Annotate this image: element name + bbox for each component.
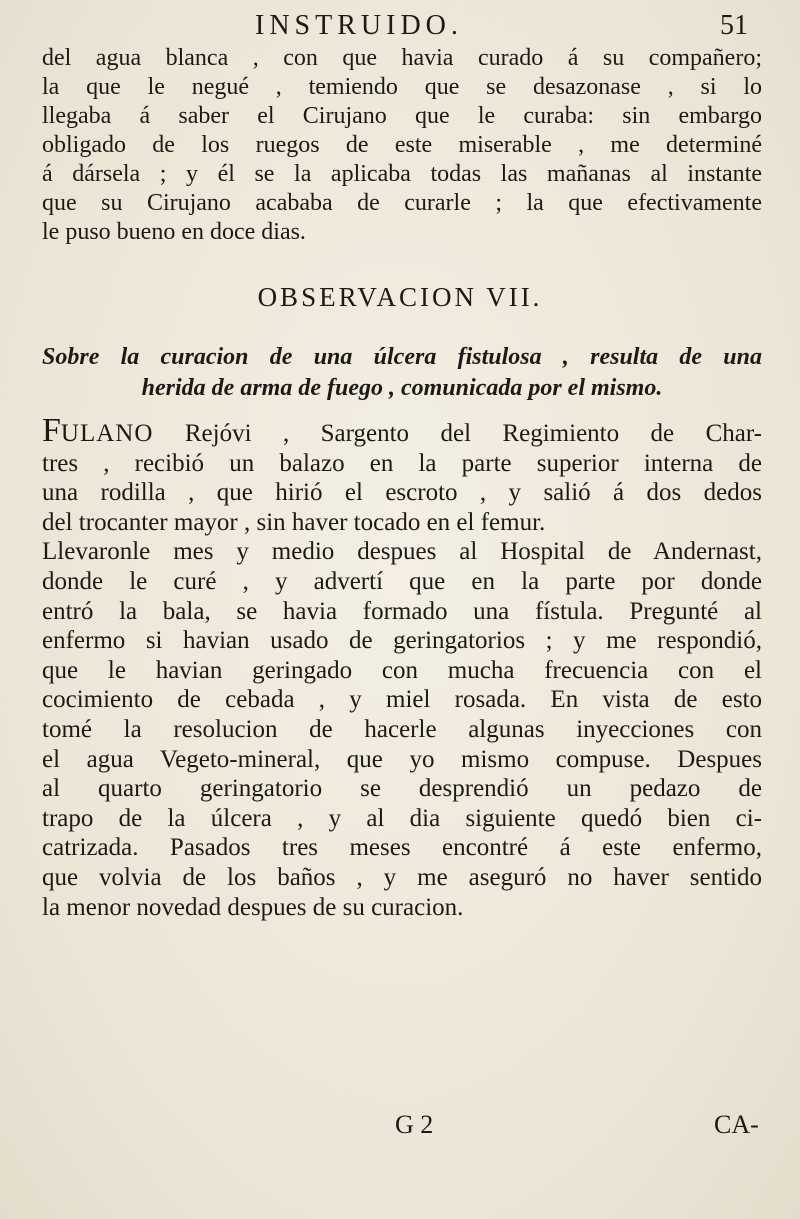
text-line: tomé la resolucion de hacerle algunas inyecciones con	[42, 715, 762, 743]
text-line: llegaba á saber el Cirujano que le curaba: sin embargo	[42, 103, 762, 129]
text-line: una rodilla , que hirió el escroto , y salió á dos dedos	[42, 479, 762, 507]
intro-paragraph	[42, 44, 762, 247]
first-word-rest: ULANO	[60, 420, 154, 447]
first-line-rest: Rejóvi , Sargento del Regimiento de Char-	[153, 420, 762, 447]
running-title: INSTRUIDO.	[255, 10, 463, 41]
text-line: enfermo si havian usado de geringatorios ; y me respondió,	[42, 627, 762, 655]
text-line: el agua Vegeto-mineral, que yo mismo compuse. Despues	[42, 745, 762, 773]
text-line: entró la bala, se havia formado una fístula. Pregunté al	[42, 597, 762, 625]
subtitle-line: Sobre la curacion de una úlcera fistulosa , resulta de una	[42, 344, 762, 370]
text-line: al quarto geringatorio se desprendió un pedazo de	[42, 775, 762, 803]
text-line: del trocanter mayor , sin haver tocado en el femur.	[42, 508, 546, 536]
text-line: á dársela ; y él se la aplicaba todas las mañanas al instante	[42, 161, 762, 187]
text-line: Llevaronle mes y medio despues al Hospital de Andernast,	[42, 538, 762, 566]
text-line: que le havian geringado con mucha frecuencia con el	[42, 656, 762, 684]
page-footer	[0, 1110, 800, 1150]
text-line: del agua blanca , con que havia curado á su compañero;	[42, 45, 762, 71]
text-line: la que le negué , temiendo que se desazonase , si lo	[42, 74, 762, 100]
text-line: obligado de los ruegos de este miserable , me determiné	[42, 132, 762, 158]
text-line: que su Cirujano acababa de curarle ; la que efectivamente	[42, 190, 762, 216]
page-number: 51	[720, 10, 748, 41]
initial-letter: F	[42, 412, 61, 449]
first-line	[42, 412, 762, 449]
text-line: trapo de la úlcera , y al dia siguiente quedó bien ci-	[42, 804, 762, 832]
catchword: CA-	[714, 1110, 759, 1139]
text-line: donde le curé , y advertí que en la parte por donde	[42, 567, 762, 595]
signature-mark: G 2	[395, 1110, 434, 1139]
observation-body	[42, 412, 762, 922]
observation-subtitle	[42, 342, 762, 404]
text-line: le puso bueno en doce dias.	[42, 219, 306, 245]
text-line: que volvia de los baños , y me aseguró no haver sentido	[42, 863, 762, 891]
text-line: la menor novedad despues de su curacion.	[42, 893, 464, 921]
text-line: catrizada. Pasados tres meses encontré á este enfermo,	[42, 834, 762, 862]
text-line: cocimiento de cebada , y miel rosada. En vista de esto	[42, 686, 762, 714]
observation-heading: OBSERVACION VII.	[257, 282, 543, 312]
subtitle-line: herida de arma de fuego , comunicada por el mismo.	[141, 375, 663, 401]
text-line: tres , recibió un balazo en la parte superior interna de	[42, 449, 762, 477]
